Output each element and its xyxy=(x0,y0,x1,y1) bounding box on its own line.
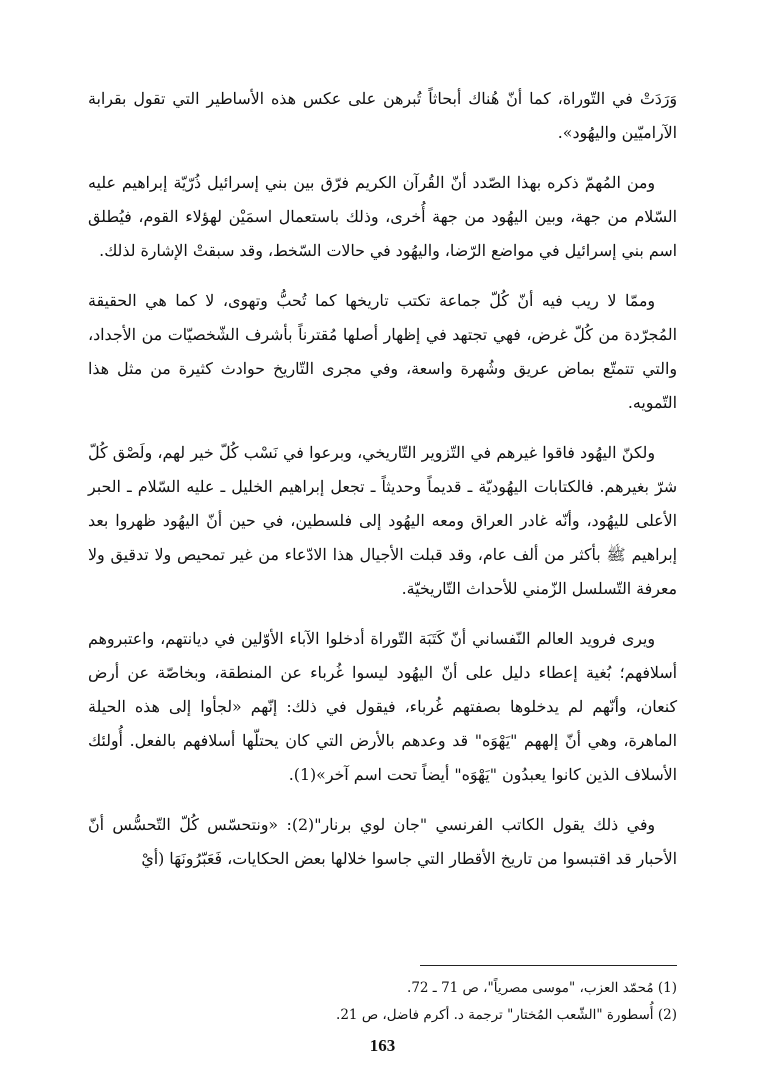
page-number: 163 xyxy=(369,1036,396,1055)
footnotes xyxy=(88,975,677,1029)
footnote-divider xyxy=(420,965,677,966)
paragraph: ويرى فرويد العالم النّفساني أنّ كَتَبَة التّوراة أدخلوا الآباء الأوّلين في ديانتهم، واعتبروهم أسلافهم؛ بُغية إعطاء دليل على أنّ اليهُود ليسوا غُرباء عن المنطقة، وبخاصّة عن أرض كنعان، وأنّهم لم يدخلوها بصفتهم غُرباء، فيقول في ذلك: إنّهم «لجأوا إلى هذه الحيلة الماهرة، وهي أنّ إلههم "يَهْوَه" قد وعدهم بالأرض التي كان يحتلّها أسلافهم بالفعل. أُولئك الأسلاف الذين كانوا يعبدُون "يَهْوَه" أيضاً تحت اسم آخر»(1). xyxy=(88,629,677,784)
paragraph: وَرَدَتْ في التّوراة، كما أنّ هُناك أبحاثاً تُبرهن على عكس هذه الأساطير التي تقول بقرابة الآراميّين واليهُود». xyxy=(88,89,677,142)
main-text xyxy=(88,82,677,892)
footnote: (1) مُحمّد العزب، "موسى مصرياً"، ص 71 ـ 72. xyxy=(407,980,677,996)
paragraph: ولكنّ اليهُود فاقوا غيرهم في التّزوير التّاريخي، وبرعوا في نَسْب كُلّ خير لهم، ولَصْق كُلّ شرّ بغيرهم. فالكتابات اليهُوديّة ـ قديماً وحديثاً ـ تجعل إبراهيم الخليل ـ عليه السّلام ـ الحبر الأعلى لليهُود، وأنّه غادر العراق ومعه اليهُود إلى فلسطين، في حين أنّ اليهُود ظهروا بعد إبراهيم ﷺ بأكثر من ألف عام، وقد قبلت الأجيال هذا الادّعاء من غير تمحيص ولا تدقيق ولا معرفة التّسلسل الزّمني للأحداث التّاريخيّة. xyxy=(88,443,677,598)
footnote: (2) أُسطورة "الشّعب المُختار" ترجمة د. أكرم فاضل، ص 21. xyxy=(336,1007,677,1023)
paragraph: وفي ذلك يقول الكاتب الفرنسي "جان لوي برنار"(2): «ونتحسّس كُلّ التّحسُّس أنّ الأحبار قد اقتبسوا من تاريخ الأقطار التي جاسوا خلالها بعض الحكايات، فَعَبّرُونَهَا (أيْ xyxy=(88,815,677,868)
paragraph: ومن المُهمّ ذكره بهذا الصّدد أنّ القُرآن الكريم فرّق بين بني إسرائيل ذُرّيّة إبراهيم عليه السّلام من جهة، وبين اليهُود من جهة أُخرى، وذلك باستعمال اسمَيْن لهؤلاء القوم، فيُطلق اسم بني إسرائيل في مواضع الرّضا، واليهُود في حالات السّخط، وقد سبقتْ الإشارة لذلك. xyxy=(88,173,677,260)
paragraph: وممّا لا ريب فيه أنّ كُلّ جماعة تكتب تاريخها كما تُحبُّ وتهوى، لا كما هي الحقيقة المُجرّدة من كُلّ غرض، فهي تجتهد في إظهار أصلها مُقترناً بأشرف الشّخصيّات من الأجداد، والتي تتمتّع بماض عريق وشُهرة واسعة، وفي مجرى التّاريخ حوادث كثيرة من مثل هذا التّمويه. xyxy=(88,291,677,412)
